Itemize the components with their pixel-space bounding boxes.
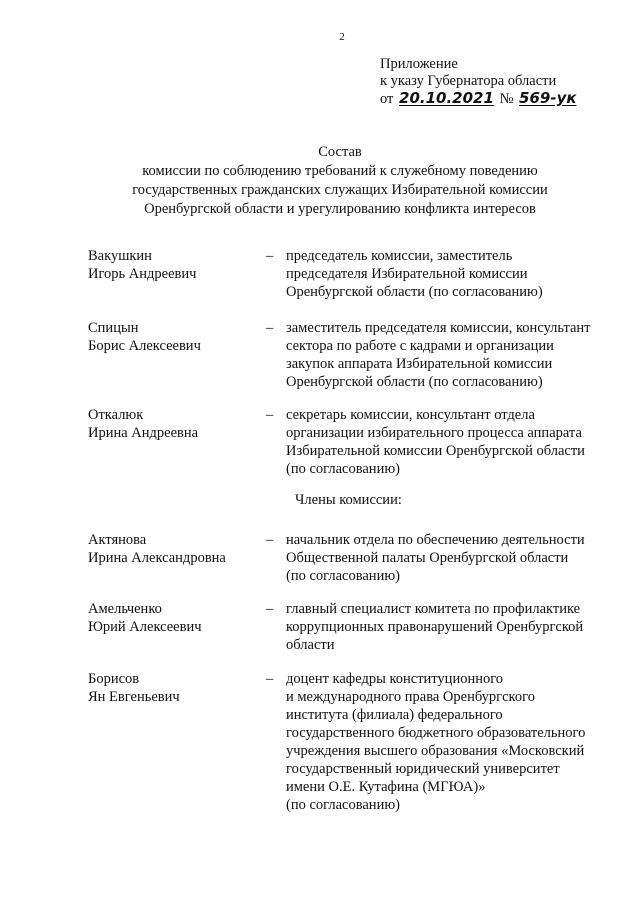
role-line: организации избирательного процесса аппарата [286,425,582,441]
role-line: закупок аппарата Избирательной комиссии [286,356,553,372]
title-line-2: комиссии по соблюдению требований к служебному поведению [142,163,538,179]
number-prefix: № [499,91,514,107]
role-line: заместитель председателя комиссии, консультант [286,320,591,336]
member-role [286,247,621,301]
member-name [88,600,258,636]
role-line: Избирательной комиссии Оренбургской области [286,443,585,459]
role-line: коррупционных правонарушений Оренбургской [286,619,584,635]
dash-separator: – [266,320,274,336]
role-line: (по согласованию) [286,568,400,584]
member-given-names: Ирина Андреевна [88,425,199,441]
appendix-decree-ref: к указу Губернатора области [380,73,557,89]
member-given-names: Игорь Андреевич [88,266,197,282]
role-line: председатель комиссии, заместитель [286,248,513,264]
role-line: государственного бюджетного образовательного [286,725,586,741]
role-line: секретарь комиссии, консультант отдела [286,407,535,423]
member-role [286,319,621,391]
members-heading: Члены комиссии: [295,492,402,508]
member-name [88,531,258,567]
role-line: (по согласованию) [286,461,400,477]
member-given-names: Ян Евгеньевич [88,689,180,705]
member-surname: Откалюк [88,407,144,423]
member-given-names: Ирина Александровна [88,550,226,566]
member-given-names: Борис Алексеевич [88,338,201,354]
role-line: института (филиала) федерального [286,707,503,723]
role-line: Оренбургской области (по согласованию) [286,374,543,390]
member-name [88,406,258,442]
member-name [88,670,258,706]
dash-separator: – [266,601,274,617]
role-line: и международного права Оренбургского [286,689,535,705]
role-line: (по согласованию) [286,797,400,813]
title-line-3: государственных гражданских служащих Избирательной комиссии [132,182,548,198]
date-prefix: от [380,91,394,107]
title-line-1: Состав [318,144,362,160]
dash-separator: – [266,532,274,548]
member-surname: Борисов [88,671,140,687]
role-line: сектора по работе с кадрами и организации [286,338,554,354]
role-line: Оренбургской области (по согласованию) [286,284,543,300]
member-name [88,247,258,283]
member-role [286,600,621,654]
page-number: 2 [339,31,345,43]
title-line-4: Оренбургской области и урегулированию конфликта интересов [144,201,536,217]
member-role [286,406,621,478]
dash-separator: – [266,248,274,264]
role-line: председателя Избирательной комиссии [286,266,528,282]
document-title [90,143,590,219]
role-line: области [286,637,335,653]
handwritten-date: 20.10.2021 [399,89,494,107]
member-role [286,670,621,814]
member-role [286,531,621,585]
role-line: учреждения высшего образования «Московский [286,743,585,759]
role-line: имени О.Е. Кутафина (МГЮА)» [286,779,486,795]
member-surname: Амельченко [88,601,162,617]
dash-separator: – [266,407,274,423]
handwritten-number: 569-ук [519,89,577,107]
member-name [88,319,258,355]
role-line: доцент кафедры конституционного [286,671,504,687]
member-surname: Вакушкин [88,248,152,264]
role-line: главный специалист комитета по профилактике [286,601,581,617]
appendix-date-number [380,90,579,108]
member-given-names: Юрий Алексеевич [88,619,202,635]
role-line: государственный юридический университет [286,761,560,777]
role-line: Общественной палаты Оренбургской области [286,550,569,566]
role-line: начальник отдела по обеспечению деятельности [286,532,585,548]
dash-separator: – [266,671,274,687]
appendix-label: Приложение [380,56,458,72]
member-surname: Спицын [88,320,139,336]
member-surname: Актянова [88,532,147,548]
appendix-header [380,56,579,108]
